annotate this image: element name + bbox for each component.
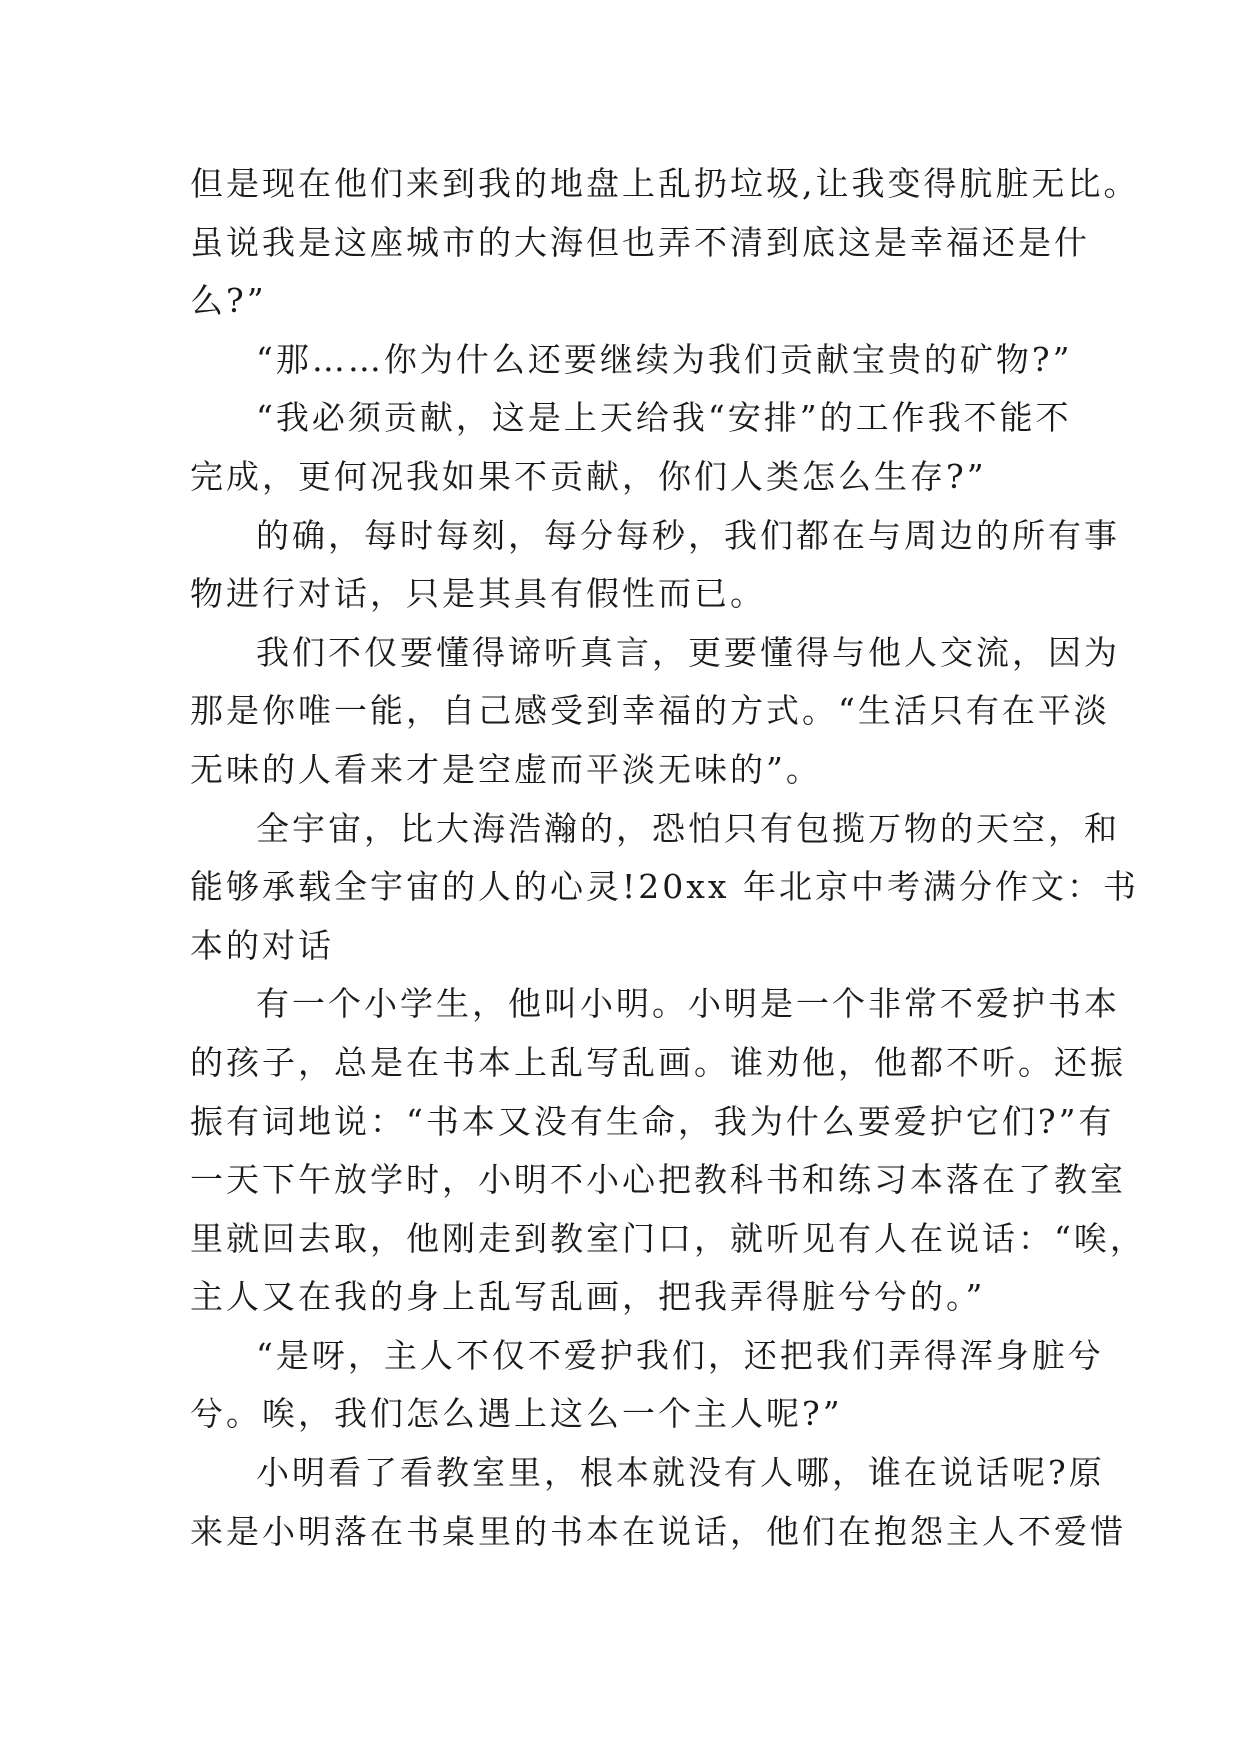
text-line: 完成，更何况我如果不贡献，你们人类怎么生存?” <box>190 456 987 496</box>
text-line: 振有词地说：“书本又没有生命，我为什么要爱护它们?”有 <box>190 1101 1115 1141</box>
text-line: 一天下午放学时，小明不小心把教科书和练习本落在了教室 <box>190 1160 1126 1200</box>
text-line: 本的对话 <box>190 925 334 965</box>
text-line: 我们不仅要懂得谛听真言，更要懂得与他人交流，因为 <box>256 632 1120 672</box>
text-line: 虽说我是这座城市的大海但也弄不清到底这是幸福还是什 <box>190 222 1090 262</box>
text-line: 小明看了看教室里，根本就没有人哪，谁在说话呢?原 <box>256 1453 1105 1493</box>
text-line: 那是你唯一能，自己感受到幸福的方式。“生活只有在平淡 <box>190 691 1110 731</box>
text-line: 主人又在我的身上乱写乱画，把我弄得脏兮兮的。” <box>190 1277 986 1317</box>
text-line: 全宇宙，比大海浩瀚的，恐怕只有包揽万物的天空，和 <box>256 808 1120 848</box>
text-line: 无味的人看来才是空虚而平淡无味的”。 <box>190 749 822 789</box>
text-line: 兮。唉，我们怎么遇上这么一个主人呢?” <box>190 1394 843 1434</box>
text-line: 但是现在他们来到我的地盘上乱扔垃圾,让我变得肮脏无比。 <box>190 164 1140 203</box>
text-line: 的孩子，总是在书本上乱写乱画。谁劝他，他都不听。还振 <box>190 1042 1126 1082</box>
text-line: 来是小明落在书桌里的书本在说话，他们在抱怨主人不爱惜 <box>190 1511 1126 1551</box>
text-line: 有一个小学生，他叫小明。小明是一个非常不爱护书本 <box>256 984 1120 1024</box>
text-line: “那……你为什么还要继续为我们贡献宝贵的矿物?” <box>256 339 1073 379</box>
text-line: “我必须贡献，这是上天给我“安排”的工作我不能不 <box>256 398 1072 438</box>
text-line: 能够承载全宇宙的人的心灵!20xx 年北京中考满分作文：书 <box>190 867 1139 907</box>
text-line: 物进行对话，只是其具有假性而已。 <box>190 574 766 614</box>
text-line: 的确，每时每刻，每分每秒，我们都在与周边的所有事 <box>256 515 1120 555</box>
document-body <box>190 155 1146 1561</box>
text-line: “是呀，主人不仅不爱护我们，还把我们弄得浑身脏兮 <box>256 1335 1104 1375</box>
text-line: 里就回去取，他刚走到教室门口，就听见有人在说话：“唉， <box>190 1218 1146 1258</box>
text-line: 么?” <box>190 281 267 321</box>
